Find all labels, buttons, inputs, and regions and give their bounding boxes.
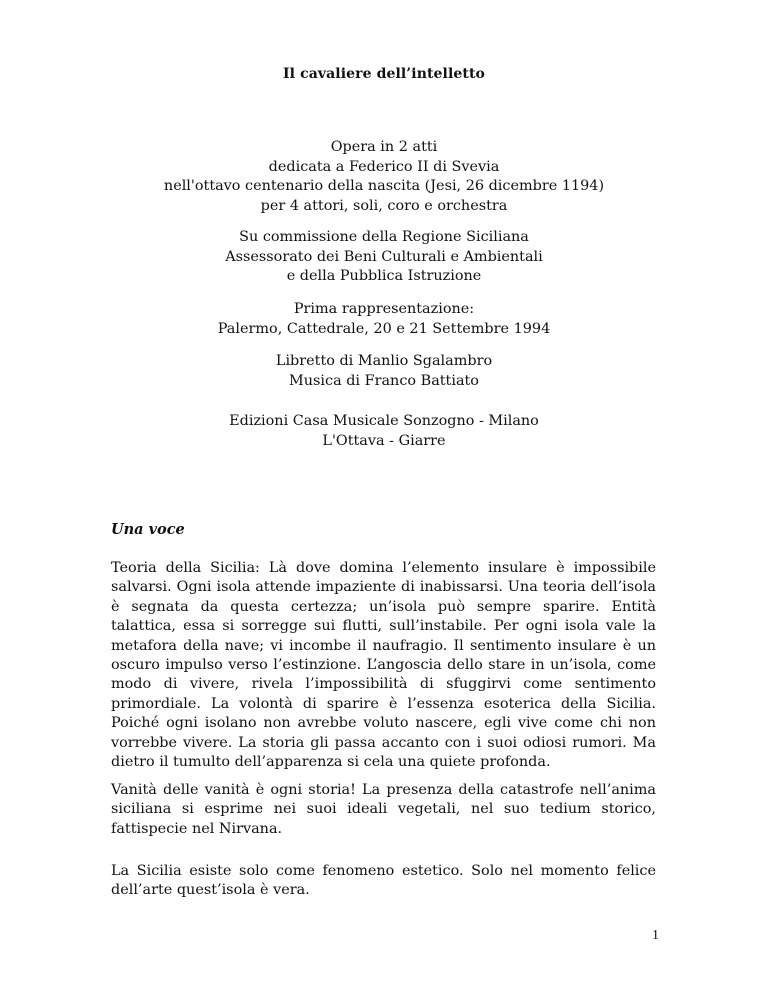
commission-block [0, 228, 768, 287]
info-line: dedicata a Federico II di Svevia [268, 158, 500, 175]
info-line: Musica di Franco Battiato [289, 372, 479, 389]
info-line: Prima rappresentazione: [293, 301, 475, 317]
page-number: 1 [652, 928, 659, 943]
document-title: Il cavaliere dell’intelletto [283, 66, 485, 82]
info-line: Opera in 2 atti [330, 139, 438, 155]
info-line: Palermo, Cattedrale, 20 e 21 Settembre 1994 [217, 320, 551, 337]
section-heading: Una voce [111, 521, 185, 538]
info-line: per 4 attori, soli, coro e orchestra [260, 197, 508, 214]
premiere-block [0, 300, 768, 339]
body-paragraph: La Sicilia esiste solo come fenomeno estetico. Solo nel momento felice dell’arte quest’isola è vera. [111, 863, 656, 899]
credits-block [0, 352, 768, 391]
info-line: Edizioni Casa Musicale Sonzogno - Milano [229, 413, 539, 429]
body-paragraph: Teoria della Sicilia: Là dove domina l’elemento insulare è impossibile salvarsi. Ogni isola attende impaziente di inabissarsi. Una teoria dell’isola è segnata da questa certezza; un’isola può sempre sparire. Entità talattica, essa si sorregge sui flutti, sull’instabile. Per ogni isola vale la metafora della nave; vi incombe il naufragio. Il sentimento insulare è un oscuro impulso verso l’estinzione. L’angoscia dello stare in un’isola, come modo di vivere, rivela l’impossibilità di sfuggirvi come sentimento primordiale. La volontà di sparire è l’essenza esoterica della Sicilia. Poiché ogni isolano non avrebbe voluto nascere, egli vive come chi non vorrebbe vivere. La storia gli passa accanto con i suoi odiosi rumori. Ma dietro il tumulto dell’apparenza si cela una quiete profonda. [111, 560, 656, 771]
info-line: Libretto di Manlio Sgalambro [275, 353, 493, 369]
opera-dedication-block [0, 138, 768, 216]
info-line: Su commissione della Regione Siciliana [239, 229, 529, 245]
info-line: nell'ottavo centenario della nascita (Jesi, 26 dicembre 1194) [163, 178, 605, 194]
info-line: Assessorato dei Beni Culturali e Ambientali [225, 248, 543, 265]
body-paragraph: Vanità delle vanità è ogni storia! La presenza della catastrofe nell’anima siciliana si esprime nei suoi ideali vegetali, nel suo tedium storico, fattispecie nel Nirvana. [111, 782, 656, 837]
info-line: L'Ottava - Giarre [322, 432, 446, 449]
publisher-block [0, 412, 768, 451]
info-line: e della Pubblica Istruzione [286, 268, 482, 284]
